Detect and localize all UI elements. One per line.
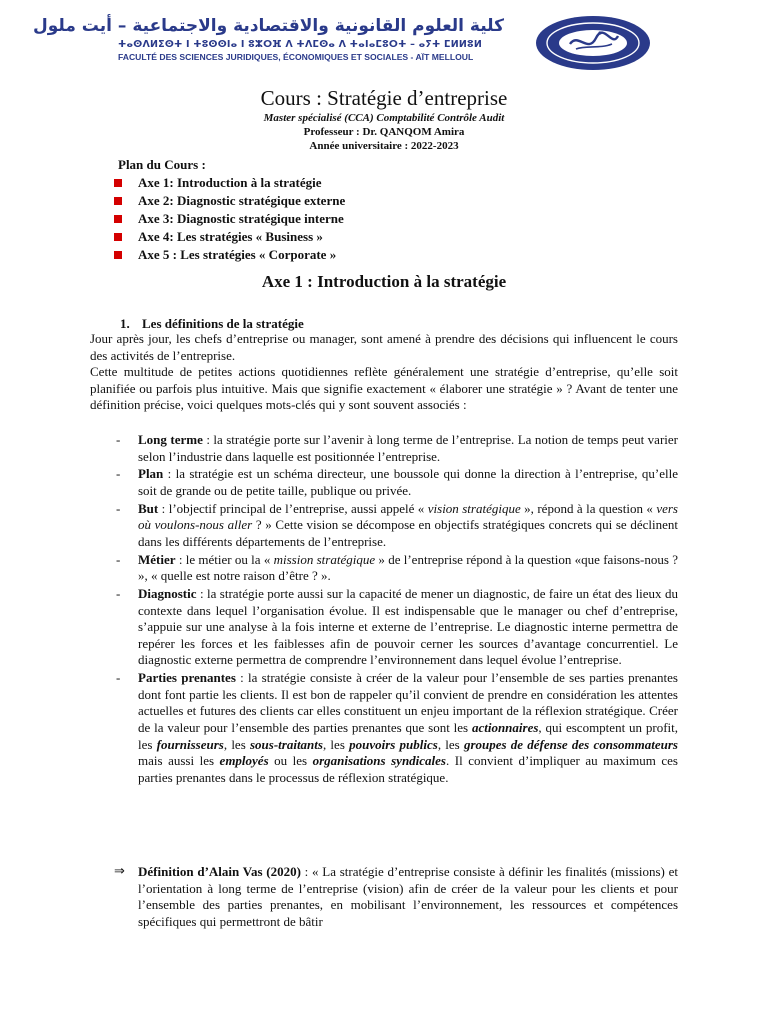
definition-term: Définition d’Alain Vas (2020): [138, 864, 301, 879]
plan-item: [118, 210, 345, 228]
plan-item-label: Axe 5 : Les stratégies « Corporate »: [138, 247, 337, 262]
plan-item: [118, 174, 345, 192]
plan-item: [118, 246, 345, 264]
square-bullet-icon: [114, 251, 122, 259]
keyword-item: - Métier : le métier ou la « mission stratégique » de l’entreprise répond à la question «que faisons-nous ? », « quelle est notre raison d’être ? ».: [116, 551, 678, 584]
plan-item-label: Axe 1: Introduction à la stratégie: [138, 175, 322, 190]
section-title: Les définitions de la stratégie: [142, 316, 304, 331]
plan-title: Plan du Cours :: [118, 157, 206, 172]
plan-item: [118, 192, 345, 210]
keyword-item: - Long terme : la stratégie porte sur l’avenir à long terme de l’entreprise. La notion de temps peut varier selon l’industrie dans laquelle est positionnée l’entreprise.: [116, 432, 678, 464]
section-number: 1.: [120, 316, 130, 331]
square-bullet-icon: [114, 197, 122, 205]
axe1-heading: Axe 1 : Introduction à la stratégie: [261, 272, 507, 291]
definition-block: [90, 864, 678, 930]
keyword-term: Métier: [138, 551, 176, 567]
paragraph: Jour après jour, les chefs d’entreprise ou manager, sont amené à prendre des décisions qui influencent le cours des activités de l’entreprise.: [90, 331, 678, 363]
section-heading: [120, 316, 304, 332]
paragraph: Cette multitude de petites actions quotidiennes reflète généralement une stratégie d’entreprise, qu’elle soit planifiée ou parfois plus intuitive. Mais que signifie exactement « élaborer une stratégie » ? Avant de tenter une définition précise, voici quelques mots-clés qui y sont souvent associés :: [90, 364, 678, 413]
professor-line: Professeur : Dr. QANQOM Amira: [303, 126, 465, 138]
master-line: Master spécialisé (CCA) Comptabilité Contrôle Audit: [263, 112, 505, 124]
plan-item-label: Axe 2: Diagnostic stratégique externe: [138, 193, 346, 208]
keyword-item: - But : l’objectif principal de l’entreprise, aussi appelé « vision stratégique », répond à la question « vers où voulons-nous aller ? » Cette vision se décompose en objectifs stratégiques concrets qui se déclinent dans les différents départements de l’entreprise.: [116, 500, 678, 549]
implies-arrow-icon: ⇒: [114, 864, 125, 879]
intro-text: [90, 331, 678, 414]
faculty-header: [32, 14, 656, 74]
square-bullet-icon: [114, 179, 122, 187]
course-title: Cours : Stratégie d’entreprise: [260, 86, 508, 110]
faculty-name-french: FACULTÉ DES SCIENCES JURIDIQUES, ÉCONOMIQUES ET SOCIALES - AÏT MELLOUL: [118, 52, 474, 62]
plan-item-label: Axe 3: Diagnostic stratégique interne: [138, 211, 344, 226]
plan-item-label: Axe 4: Les stratégies « Business »: [138, 229, 323, 244]
academic-year-line: Année universitaire : 2022-2023: [309, 140, 459, 152]
university-logo: [534, 14, 652, 72]
square-bullet-icon: [114, 215, 122, 223]
plan-item: [118, 228, 345, 246]
keyword-list: [90, 432, 678, 788]
faculty-name-arabic: كلية العلوم القانونية والاقتصادية والاجتماعية – أيت ملول: [32, 16, 504, 36]
faculty-name-tifinagh: ⵜⴰⵙⴷⵍⵉⵙⵜ ⵏ ⵜⵓⵙⵙⵏⴰ ⵏ ⵓⵣⵔⴼ ⴷ ⵜⴷⵎⵙⴰ ⴷ ⵜⴰⵏⴰⵎⵓⵔⵜ – ⴰⵢⵜ ⵎⵍⵍⵓⵍ: [118, 39, 482, 50]
keyword-item: - Plan : la stratégie est un schéma directeur, une boussole qui donne la direction à l’entreprise, qu’elle soit de grande ou de petite taille, publique ou privée.: [116, 466, 678, 498]
keyword-item: - Parties prenantes : la stratégie consiste à créer de la valeur pour l’ensemble de ses parties prenantes dont font partie les clients. Il est bon de rappeler qu’il convient de prendre en considération les attentes actuelles et futures des clients car elles constituent un enjeu important de la réflexion stratégique. Créer de la valeur pour l’ensemble des parties prenantes que sont les actionnaires, qui escomptent un profit, les fournisseurs, les sous-traitants, les pouvoirs publics, les groupes de défense des consommateurs mais aussi les employés ou les organisations syndicales. Il convient d’impliquer au maximum ces parties prenantes dans le processus de réflexion stratégique.: [116, 670, 678, 785]
keyword-term: Diagnostic: [138, 586, 197, 602]
definition-text: Définition d’Alain Vas (2020) : « La stratégie d’entreprise consiste à définir les finalités (missions) et l’orientation à long terme de l’entreprise (vision) afin de créer de la valeur pour les clients et pour l’ensemble des parties prenantes, en mobilisant l’environnement, les ressources et compétences spécifiques qui permettront de bâtir: [138, 864, 678, 929]
keyword-item: - Diagnostic : la stratégie porte aussi sur la capacité de mener un diagnostic, de faire un état des lieux du contexte dans lequel l’organisation évolue. Il est indispensable que le manager ou chef d’entreprise, s’appuie sur une analyse à la fois interne et externe de l’entreprise. Le diagnostic interne permettra de repérer les forces et les faiblesses afin de pouvoir cerner les sources d’avantage concurrentiel. Le diagnostic externe permettra de comprendre l’environnement dans lequel évolue l’entreprise.: [116, 586, 678, 668]
plan-list: [118, 174, 345, 264]
keyword-term: But: [138, 500, 159, 516]
keyword-term: Long terme: [138, 432, 203, 447]
keyword-term: Plan: [138, 466, 164, 482]
keyword-term: Parties prenantes: [138, 670, 236, 686]
course-plan: [118, 156, 345, 264]
square-bullet-icon: [114, 233, 122, 241]
